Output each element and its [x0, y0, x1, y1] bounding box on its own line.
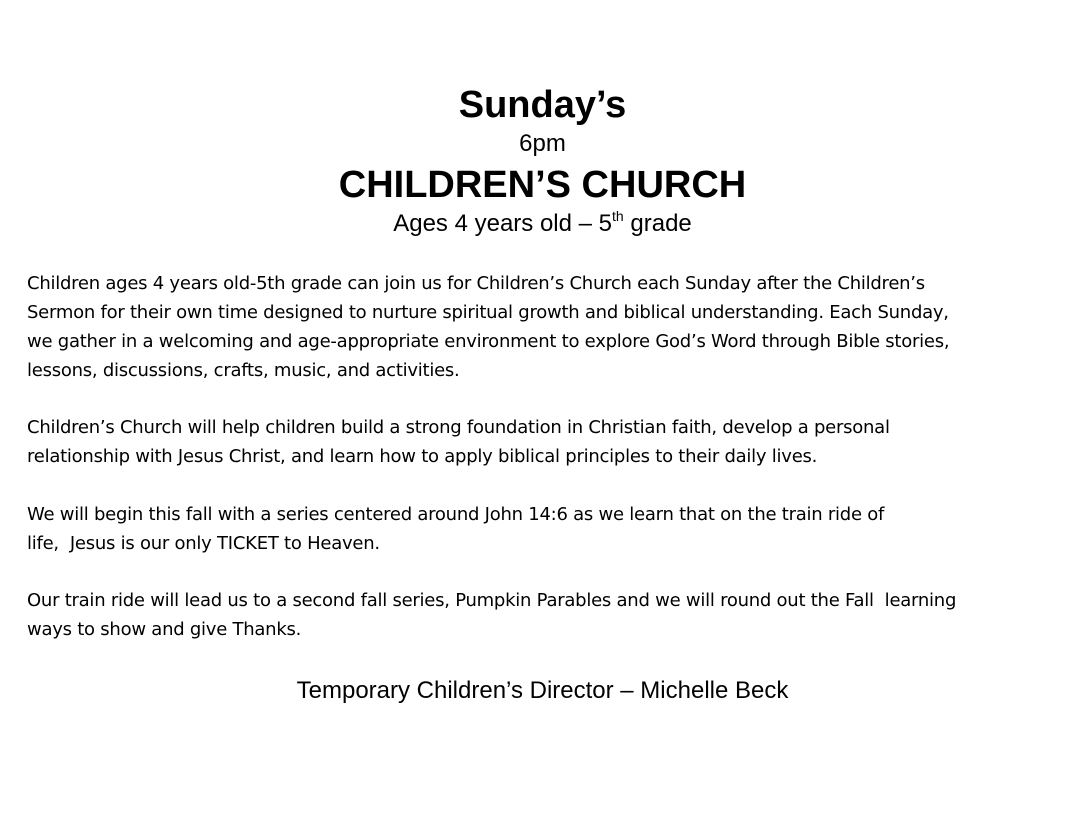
paragraph-line: Children’s Church will help children build a strong foundation in Christian faith, develop a personal: [27, 417, 890, 438]
service-time: 6pm: [519, 130, 566, 157]
age-range-superscript: th: [612, 208, 624, 224]
paragraph-line: life, Jesus is our only TICKET to Heaven.: [27, 533, 380, 554]
paragraph-line: Children ages 4 years old-5th grade can join us for Children’s Church each Sunday after the Children’s: [27, 273, 925, 294]
director-credit: Temporary Children’s Director – Michelle Beck: [296, 677, 789, 704]
page-title: Sunday’s: [458, 84, 627, 126]
paragraph-line: ways to show and give Thanks.: [27, 619, 302, 640]
age-range-prefix: Ages 4 years old – 5: [393, 210, 613, 237]
paragraph-line: We will begin this fall with a series centered around John 14:6 as we learn that on the train ride of: [27, 504, 885, 525]
program-heading: CHILDREN’S CHURCH: [338, 164, 747, 206]
paragraph-line: relationship with Jesus Christ, and learn how to apply biblical principles to their daily lives.: [27, 446, 818, 467]
paragraph-intro: [27, 269, 1072, 385]
age-range: [0, 209, 1085, 239]
paragraph-fall-series: [27, 500, 1072, 558]
paragraph-line: we gather in a welcoming and age-appropriate environment to explore God’s Word through Bible stories,: [27, 331, 950, 352]
paragraph-line: Our train ride will lead us to a second fall series, Pumpkin Parables and we will round out the Fall learning: [27, 590, 957, 611]
age-range-suffix: grade: [623, 210, 692, 237]
paragraph-foundation: [27, 413, 1072, 471]
paragraph-line: Sermon for their own time designed to nurture spiritual growth and biblical understanding. Each Sunday,: [27, 302, 949, 323]
paragraph-line: lessons, discussions, crafts, music, and activities.: [27, 360, 460, 381]
paragraph-second-series: [27, 586, 1072, 644]
